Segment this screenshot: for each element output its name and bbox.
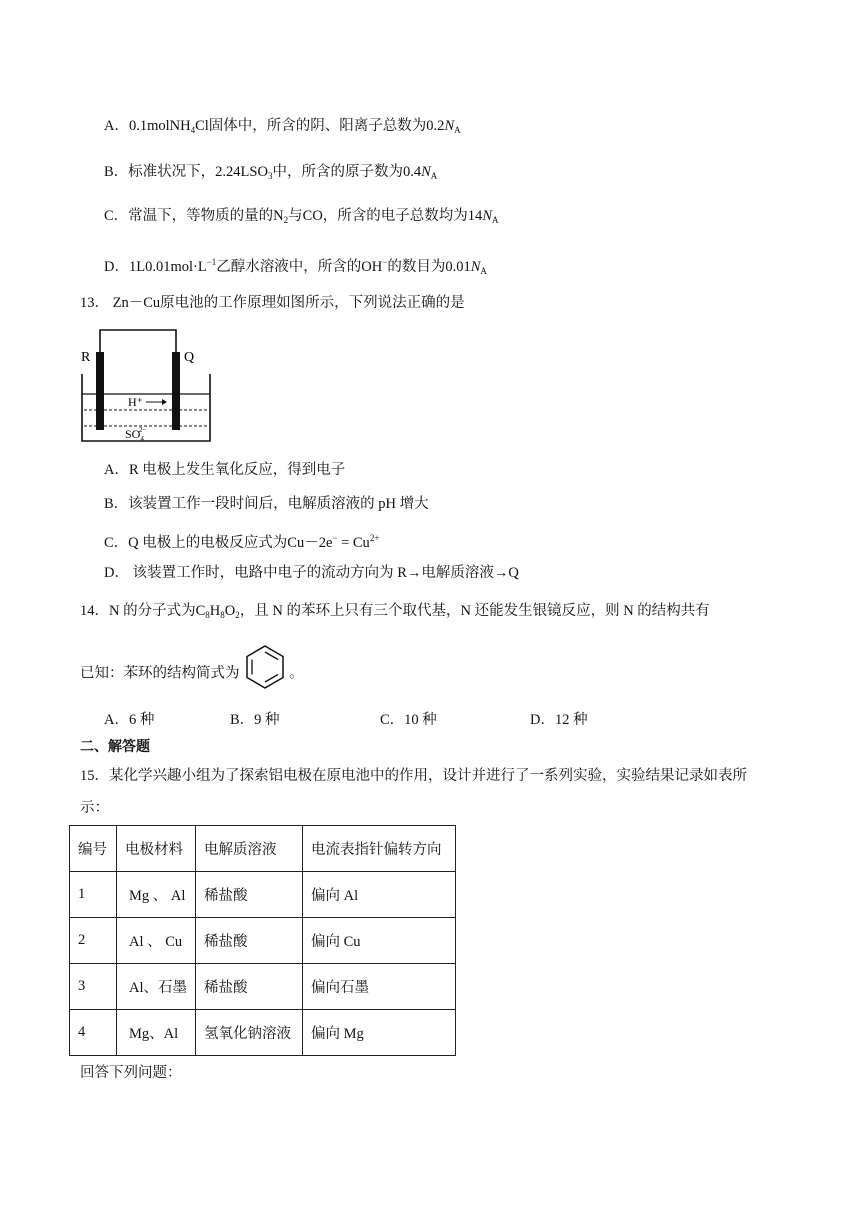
table-row — [70, 918, 456, 964]
q14-choice-b: B．9 种 — [230, 712, 280, 728]
table-cell: 2 — [70, 918, 117, 964]
electrode-q — [172, 352, 180, 430]
q13-option-b: B．该装置工作一段时间后，电解质溶液的 pH 增大 — [104, 496, 429, 512]
ion-h-label: H⁺ — [128, 395, 143, 409]
q15-stem-line1: 15．某化学兴趣小组为了探索铝电极在原电池中的作用，设计并进行了一系列实验，实验结果记录如表所 — [80, 768, 747, 784]
ion-so4-label: $SO_42-$ — [125, 426, 147, 443]
table-cell: 稀盐酸 — [196, 872, 303, 918]
table-cell: 稀盐酸 — [196, 964, 303, 1010]
q12-option-c: C．常温下，等物质的量的$N_2$与CO，所含的电子总数均为$14N_A$ — [104, 208, 499, 225]
q14-choice-c: C．10 种 — [380, 712, 437, 728]
q12-option-d: D．$1L0.01mol\cdot L^{-1}$乙醇水溶液中，所含的OH−的数目为$0.01N_A$ — [104, 257, 487, 276]
section-heading: 二、解答题 — [80, 739, 150, 755]
table-cell: 4 — [70, 1010, 117, 1056]
q15-prompt: 回答下列问题： — [80, 1065, 182, 1081]
table-cell: Mg 、 Al — [117, 872, 196, 918]
q12-option-a: A．0.1molNH$_4$Cl固体中，所含的阴、阳离子总数为$0.2N_A$ — [104, 118, 461, 135]
table-cell: 3 — [70, 964, 117, 1010]
experiment-table — [69, 825, 456, 1056]
table-cell: Al、石墨 — [117, 964, 196, 1010]
table-cell: Al 、 Cu — [117, 918, 196, 964]
q13-option-a: A．R 电极上发生氧化反应，得到电子 — [104, 462, 346, 478]
q15-stem-line2: 示： — [80, 800, 109, 816]
electrode-r — [96, 352, 104, 430]
table-row — [70, 872, 456, 918]
table-header-cell: 编号 — [70, 826, 117, 872]
table-header-cell: 电解质溶液 — [196, 826, 303, 872]
table-cell: Mg、Al — [117, 1010, 196, 1056]
table-cell: 稀盐酸 — [196, 918, 303, 964]
q12-option-b: B．标准状况下，$2.24LSO_3$中，所含的原子数为$0.4N_A$ — [104, 164, 438, 181]
benzene-ring-icon — [243, 644, 287, 690]
table-cell: 偏向 Al — [303, 872, 456, 918]
q14-choice-a: A．6 种 — [104, 712, 155, 728]
table-cell: 偏向 Mg — [303, 1010, 456, 1056]
table-cell: 1 — [70, 872, 117, 918]
table-header-row — [70, 826, 456, 872]
electrode-q-label: Q — [184, 350, 195, 365]
table-header-cell: 电流表指针偏转方向 — [303, 826, 456, 872]
q14-choice-d: D．12 种 — [530, 712, 588, 728]
q13-option-c: C．Q 电极上的电极反应式为$Cu-2e^- = Cu^{2+}$ — [104, 533, 380, 551]
table-row — [70, 1010, 456, 1056]
q14-stem: 14．N 的分子式为$C_8H_8O_2$，且 N 的苯环上只有三个取代基，N 还能发生银镜反应，则 N 的结构共有 — [80, 603, 710, 620]
galvanic-cell-diagram — [78, 322, 218, 444]
table-row — [70, 964, 456, 1010]
q13-option-d: D． 该装置工作时，电路中电子的流动方向为 R→电解质溶液→Q — [104, 565, 519, 581]
table-cell: 偏向石墨 — [303, 964, 456, 1010]
table-cell: 氢氧化钠溶液 — [196, 1010, 303, 1056]
table-header-cell: 电极材料 — [117, 826, 196, 872]
electrode-r-label: R — [81, 350, 91, 365]
q13-stem: 13． Zn－Cu原电池的工作原理如图所示，下列说法正确的是 — [80, 295, 465, 311]
table-cell: 偏向 Cu — [303, 918, 456, 964]
q14-note: 已知：苯环的结构简式为 。 — [80, 658, 304, 690]
